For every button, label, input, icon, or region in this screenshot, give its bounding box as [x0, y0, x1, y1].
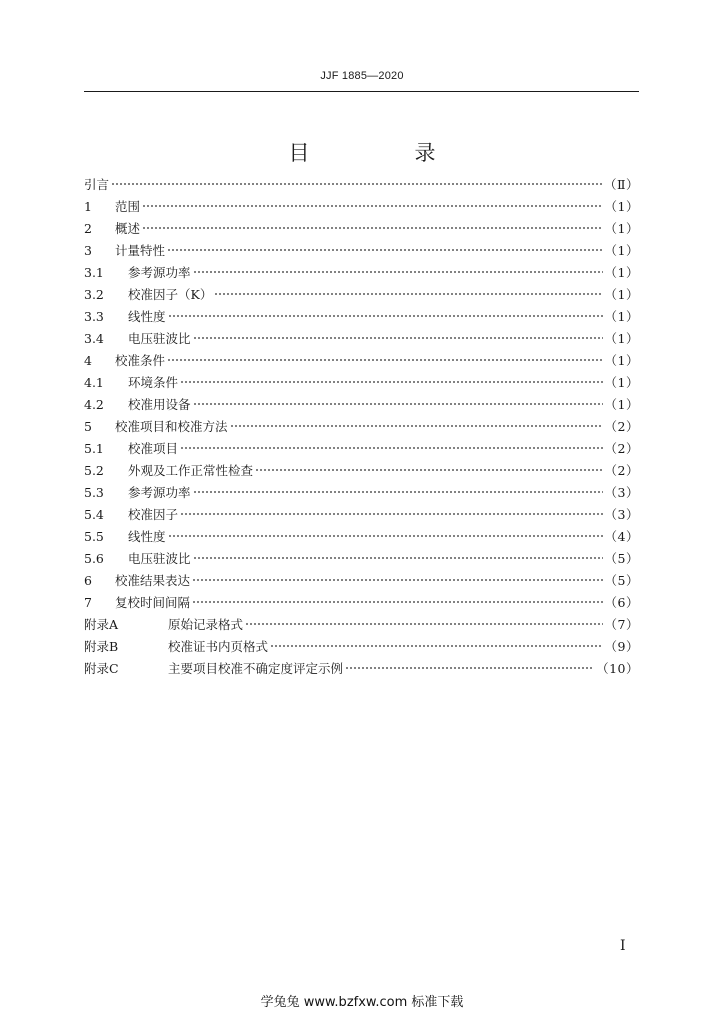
toc-entry-number: 附录B	[84, 639, 119, 654]
toc-entry-label: 校准项目和校准方法	[115, 419, 228, 434]
watermark-text: 学兔兔 www.bzfxw.com 标准下载	[260, 995, 464, 1010]
toc-entry-page: （4）	[604, 529, 639, 544]
toc-entry[interactable]	[84, 504, 639, 526]
toc-entry-page: （1）	[604, 221, 639, 236]
page-title: 目 录	[288, 141, 478, 166]
toc-entry-number: 3.4	[84, 331, 104, 346]
toc-entry-label: 引言	[84, 177, 110, 192]
toc-entry-number: 1	[84, 199, 92, 214]
toc-entry-label: 校准项目	[128, 441, 179, 456]
toc-entry[interactable]	[84, 306, 639, 328]
toc-entry[interactable]	[84, 328, 639, 350]
toc-entry-page: （Ⅱ）	[604, 177, 639, 192]
toc-entry-label: 电压驻波比	[128, 551, 191, 566]
toc-entry-number: 5.4	[84, 507, 104, 522]
toc-leader-dots	[180, 447, 603, 449]
toc-entry[interactable]	[84, 592, 639, 614]
toc-entry-number: 4.1	[84, 375, 104, 390]
toc-entry-page: （1）	[604, 265, 639, 280]
toc-entry-page: （1）	[604, 287, 639, 302]
toc-entry-label: 校准证书内页格式	[168, 639, 269, 654]
toc-entry-number: 5.6	[84, 551, 104, 566]
toc-leader-dots	[214, 293, 602, 295]
toc-entry-page: （1）	[604, 331, 639, 346]
toc-leader-dots	[245, 623, 603, 625]
toc-entry-page: （10）	[596, 661, 639, 676]
toc-leader-dots	[270, 645, 603, 647]
toc-leader-dots	[167, 359, 603, 361]
toc-entry-number: 7	[84, 595, 92, 610]
header-rule	[84, 91, 639, 92]
toc-entry[interactable]	[84, 262, 639, 284]
toc-entry-page: （5）	[604, 551, 639, 566]
toc-entry-page: （6）	[604, 595, 639, 610]
toc-entry-page: （1）	[604, 397, 639, 412]
toc-entry-label: 校准因子（K）	[128, 287, 213, 302]
toc-entry-label: 校准用设备	[128, 397, 191, 412]
toc-entry-label: 电压驻波比	[128, 331, 191, 346]
standard-code: JJF 1885—2020	[320, 70, 404, 82]
toc-entry[interactable]	[84, 416, 639, 438]
toc-leader-dots	[180, 513, 603, 515]
toc-entry-page: （5）	[604, 573, 639, 588]
toc-leader-dots	[168, 315, 603, 317]
toc-entry[interactable]	[84, 548, 639, 570]
toc-entry[interactable]	[84, 218, 639, 240]
toc-entry[interactable]	[84, 372, 639, 394]
toc-leader-dots	[230, 425, 603, 427]
table-of-contents	[84, 174, 639, 680]
toc-entry-label: 原始记录格式	[168, 617, 244, 632]
toc-entry-number: 5.3	[84, 485, 104, 500]
toc-entry-label: 外观及工作正常性检查	[128, 463, 254, 478]
toc-entry[interactable]	[84, 636, 639, 658]
toc-entry-label: 校准条件	[115, 353, 166, 368]
toc-leader-dots	[193, 337, 603, 339]
toc-entry-page: （9）	[604, 639, 639, 654]
toc-entry[interactable]	[84, 526, 639, 548]
toc-entry-number: 附录A	[84, 617, 119, 632]
toc-entry-page: （1）	[604, 243, 639, 258]
toc-entry-label: 校准因子	[128, 507, 179, 522]
toc-entry-page: （3）	[604, 507, 639, 522]
toc-entry-page: （1）	[604, 309, 639, 324]
toc-entry-number: 5.1	[84, 441, 104, 456]
toc-leader-dots	[255, 469, 603, 471]
toc-leader-dots	[142, 227, 603, 229]
toc-entry-number: 3.1	[84, 265, 104, 280]
toc-entry-label: 参考源功率	[128, 485, 191, 500]
toc-entry-label: 线性度	[128, 309, 166, 324]
toc-entry[interactable]	[84, 240, 639, 262]
toc-entry[interactable]	[84, 460, 639, 482]
toc-entry-page: （7）	[604, 617, 639, 632]
toc-leader-dots	[345, 667, 594, 669]
toc-leader-dots	[192, 579, 603, 581]
toc-entry-number: 3.3	[84, 309, 104, 324]
toc-entry[interactable]	[84, 570, 639, 592]
toc-entry-number: 4	[84, 353, 92, 368]
toc-entry-number: 5.5	[84, 529, 104, 544]
toc-entry-page: （2）	[604, 463, 639, 478]
toc-entry-label: 线性度	[128, 529, 166, 544]
toc-entry-label: 范围	[115, 199, 141, 214]
toc-entry[interactable]	[84, 614, 639, 636]
toc-leader-dots	[142, 205, 603, 207]
toc-entry[interactable]	[84, 438, 639, 460]
toc-leader-dots	[193, 403, 603, 405]
toc-entry[interactable]	[84, 350, 639, 372]
toc-entry-number: 2	[84, 221, 92, 236]
toc-entry-page: （2）	[604, 441, 639, 456]
toc-leader-dots	[192, 601, 603, 603]
toc-entry-page: （1）	[604, 375, 639, 390]
toc-entry-label: 环境条件	[128, 375, 179, 390]
toc-entry-label: 复校时间间隔	[115, 595, 191, 610]
toc-entry-number: 3.2	[84, 287, 104, 302]
toc-entry-page: （1）	[604, 353, 639, 368]
toc-entry-number: 附录C	[84, 661, 119, 676]
toc-entry-label: 参考源功率	[128, 265, 191, 280]
toc-entry-label: 主要项目校准不确定度评定示例	[168, 661, 344, 676]
toc-entry-number: 5.2	[84, 463, 104, 478]
toc-entry-page: （3）	[604, 485, 639, 500]
page-number: I	[620, 938, 626, 954]
toc-entry-page: （2）	[604, 419, 639, 434]
toc-leader-dots	[193, 271, 603, 273]
toc-leader-dots	[111, 183, 602, 185]
toc-entry-label: 计量特性	[115, 243, 166, 258]
toc-entry[interactable]	[84, 196, 639, 218]
toc-entry-number: 4.2	[84, 397, 104, 412]
toc-entry[interactable]	[84, 658, 639, 680]
toc-entry[interactable]	[84, 482, 639, 504]
toc-entry-number: 6	[84, 573, 92, 588]
toc-entry-page: （1）	[604, 199, 639, 214]
toc-entry-label: 校准结果表达	[115, 573, 191, 588]
toc-leader-dots	[168, 535, 603, 537]
toc-entry-label: 概述	[115, 221, 141, 236]
toc-leader-dots	[193, 557, 603, 559]
toc-entry-number: 5	[84, 419, 92, 434]
toc-entry[interactable]	[84, 284, 639, 306]
toc-entry[interactable]	[84, 394, 639, 416]
toc-leader-dots	[180, 381, 603, 383]
toc-entry-number: 3	[84, 243, 92, 258]
toc-leader-dots	[167, 249, 603, 251]
toc-entry[interactable]	[84, 174, 639, 196]
toc-leader-dots	[193, 491, 603, 493]
